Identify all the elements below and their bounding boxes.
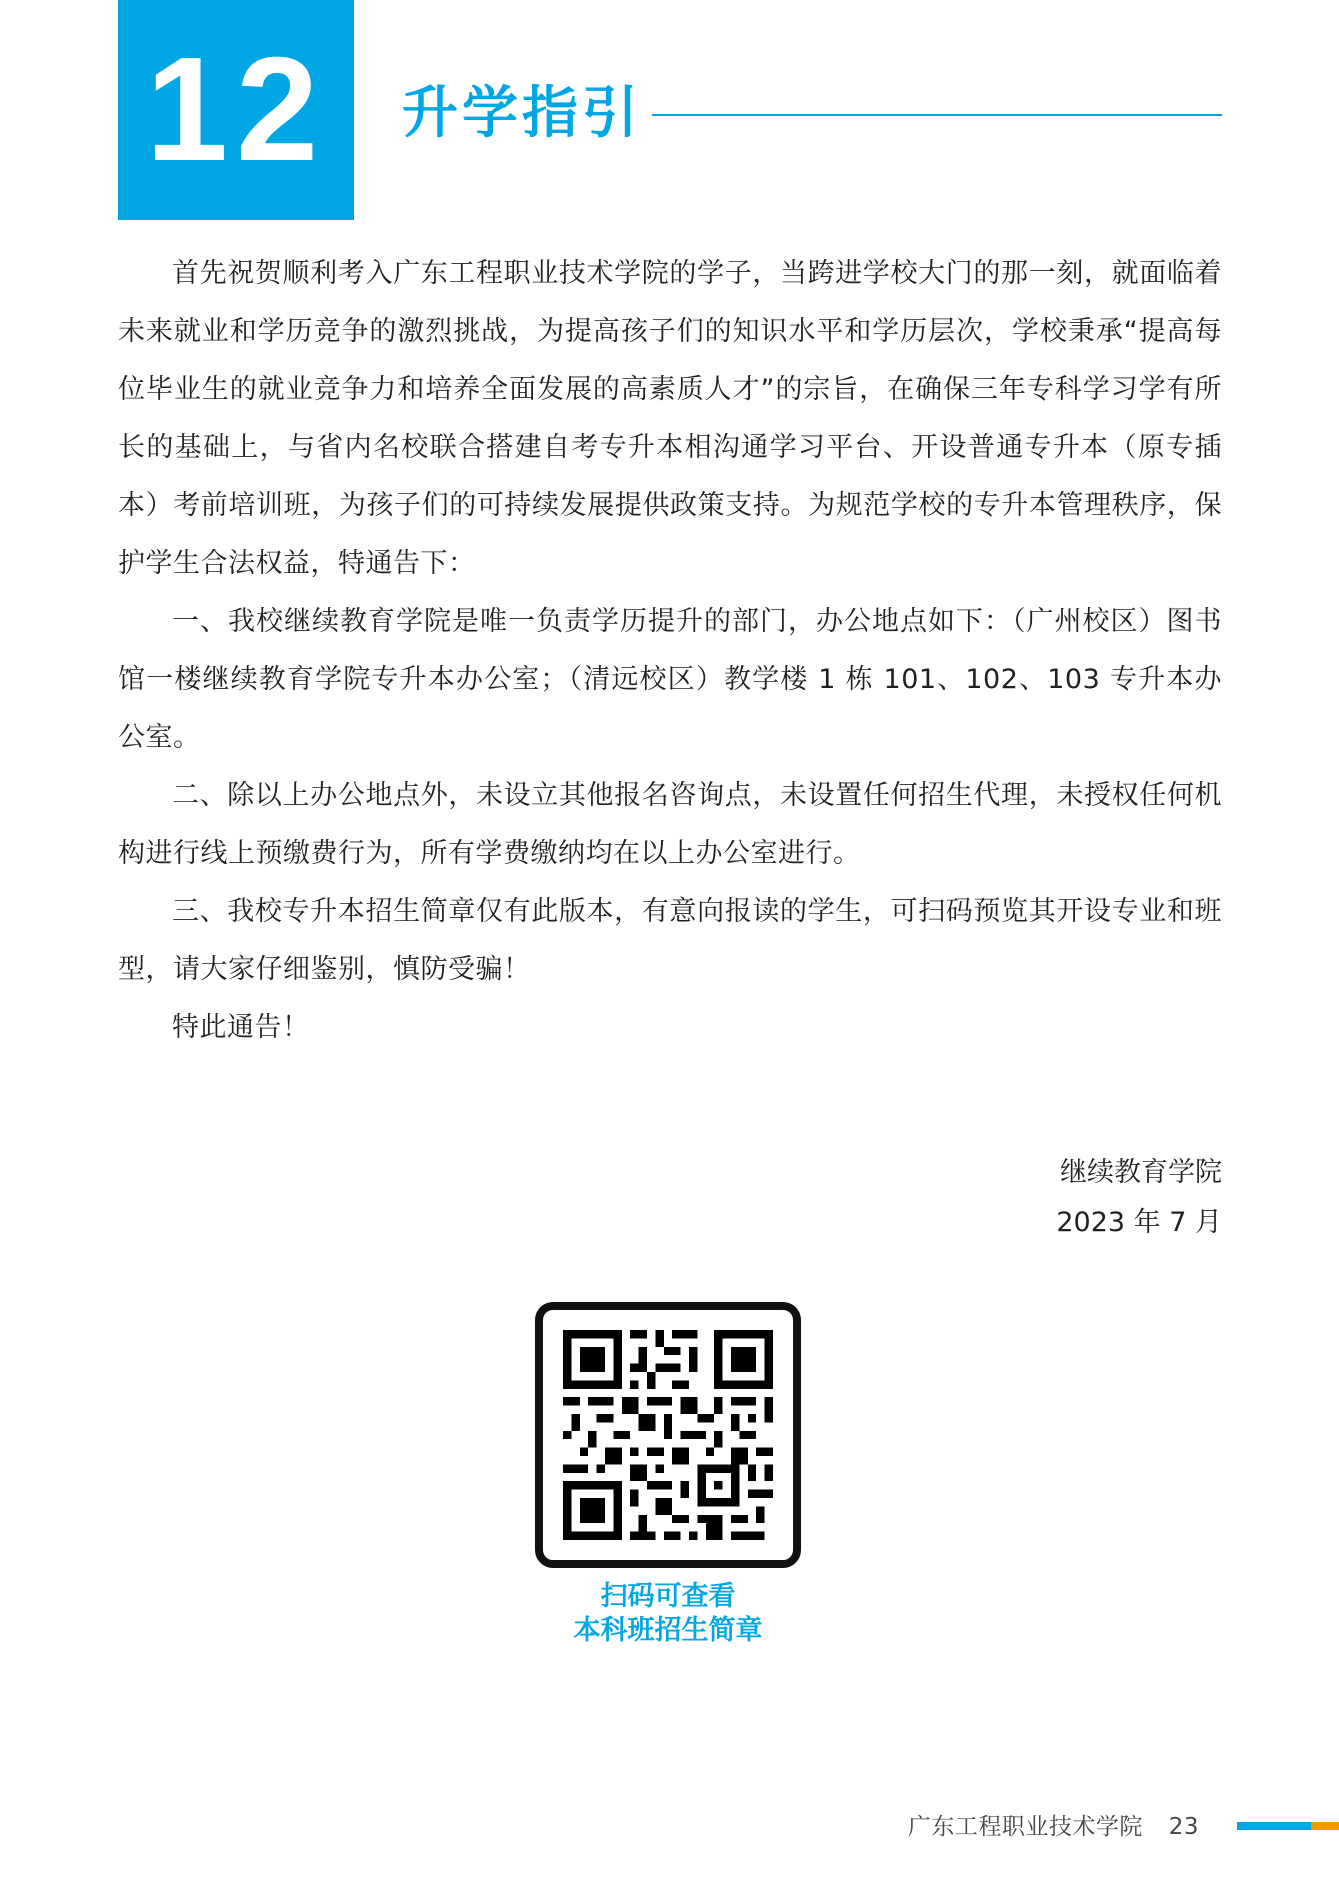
footer-accent-bar (1237, 1822, 1311, 1830)
item-one-paragraph: 一、我校继续教育学院是唯一负责学历提升的部门，办公地点如下：（广州校区）图书馆一楼继续教育学院专升本办公室；（清远校区）教学楼 1 栋 101、102、103 专升本办公室。 (118, 606, 1222, 753)
qr-code-icon (563, 1330, 773, 1540)
intro-paragraph: 首先祝贺顺利考入广东工程职业技术学院的学子，当跨进学校大门的那一刻，就面临着未来就业和学历竞争的激烈挑战，为提高孩子们的知识水平和学历层次，学校秉承“提高每位毕业生的就业竞争力和培养全面发展的高素质人才”的宗旨，在确保三年专科学习学有所长的基础上，与省内名校联合搭建自考专升本相沟通学习平台、开设普通专升本（原专插本）考前培训班，为孩子们的可持续发展提供政策支持。为规范学校的专升本管理秩序，保护学生合法权益，特通告下： (118, 258, 1222, 579)
footer-school-name: 广东工程职业技术学院 (907, 1814, 1143, 1840)
signature-date: 2023 年 7 月 (1056, 1207, 1222, 1238)
chapter-title: 升学指引 (402, 81, 642, 146)
chapter-number-box (118, 0, 354, 220)
signature-block (1056, 1148, 1222, 1248)
qr-code[interactable] (535, 1302, 801, 1568)
page-footer (908, 1808, 1199, 1841)
qr-caption-line1: 扫码可查看 (600, 1581, 736, 1612)
closing-paragraph: 特此通告！ (172, 1012, 310, 1043)
signature-org: 继续教育学院 (1060, 1157, 1222, 1188)
qr-caption-line2: 本科班招生简章 (573, 1615, 763, 1646)
page-number: 23 (1168, 1814, 1199, 1840)
notice-body (118, 245, 1222, 1057)
item-two-paragraph: 二、除以上办公地点外，未设立其他报名咨询点，未设置任何招生代理，未授权任何机构进行线上预缴费行为，所有学费缴纳均在以上办公室进行。 (118, 780, 1222, 869)
title-divider (652, 114, 1222, 116)
footer-accent-bar-secondary (1311, 1822, 1339, 1830)
item-three-paragraph: 三、我校专升本招生简章仅有此版本，有意向报读的学生，可扫码预览其开设专业和班型，请大家仔细鉴别，慎防受骗！ (118, 896, 1222, 985)
chapter-number: 12 (145, 27, 327, 192)
qr-caption (518, 1580, 818, 1648)
